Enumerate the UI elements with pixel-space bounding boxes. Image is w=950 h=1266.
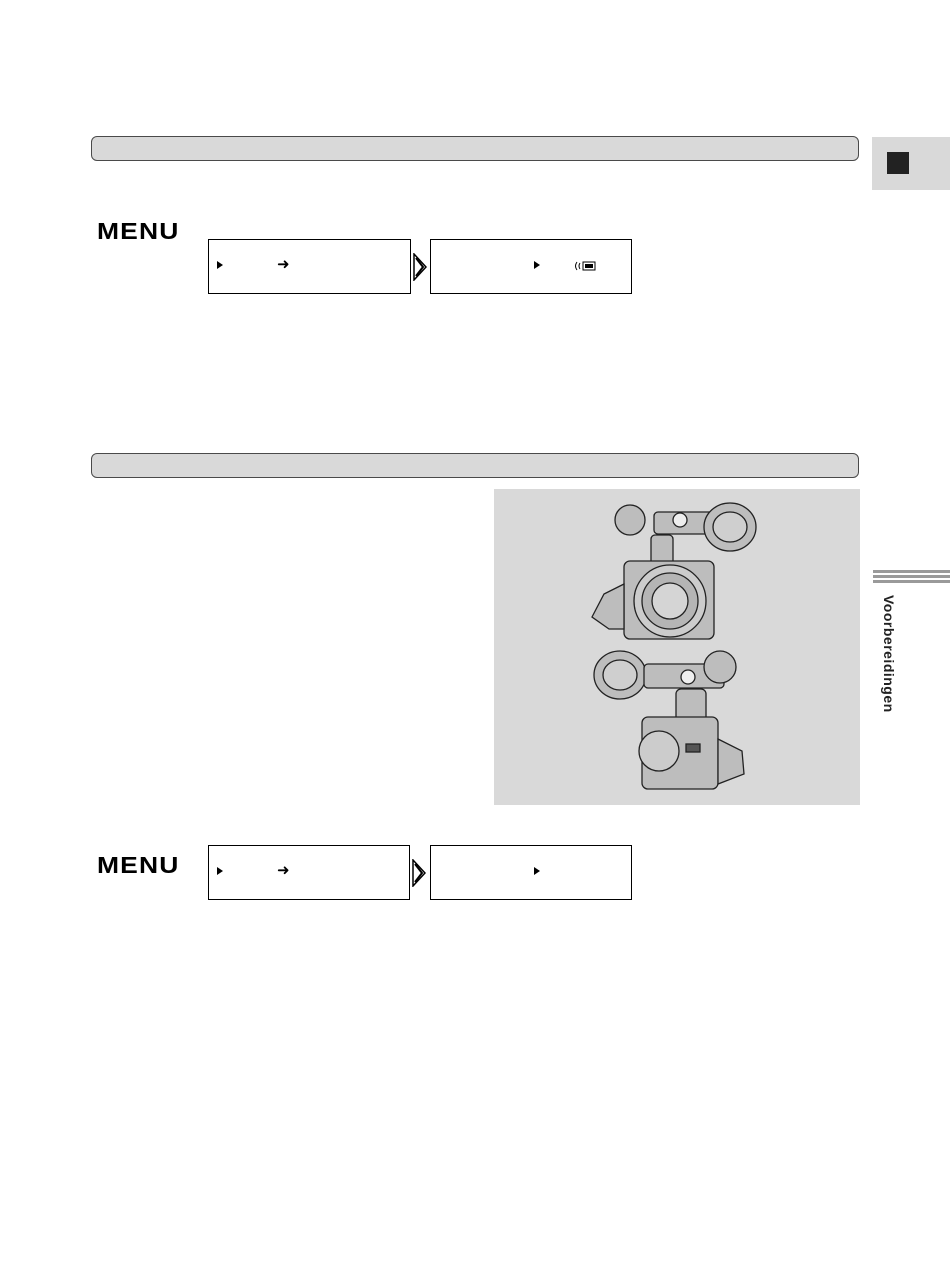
menu-step-box <box>208 845 410 900</box>
menu-step-box <box>430 845 632 900</box>
chapter-label: Voorbereidingen <box>881 595 897 713</box>
menu-label: MENU <box>97 218 180 244</box>
play-triangle-icon <box>217 261 223 269</box>
chevron-right-icon <box>412 859 426 887</box>
chapter-tab <box>872 137 950 190</box>
menu-step-box <box>430 239 632 294</box>
side-divider-line <box>873 580 950 583</box>
side-divider-line <box>873 575 950 578</box>
section-header-bar <box>91 453 859 478</box>
play-triangle-icon <box>217 867 223 875</box>
menu-step-box <box>208 239 411 294</box>
right-arrow-icon: ➜ <box>277 862 290 879</box>
menu-label: MENU <box>97 852 180 878</box>
right-arrow-icon: ➜ <box>277 256 290 273</box>
camcorder-illustration <box>494 489 860 805</box>
play-triangle-icon <box>534 867 540 875</box>
section-header-bar <box>91 136 859 161</box>
play-triangle-icon <box>534 261 540 269</box>
remote-sensor-icon <box>573 260 597 272</box>
chapter-square-icon <box>887 152 909 174</box>
side-divider-line <box>873 570 950 573</box>
chevron-right-icon <box>413 253 427 281</box>
